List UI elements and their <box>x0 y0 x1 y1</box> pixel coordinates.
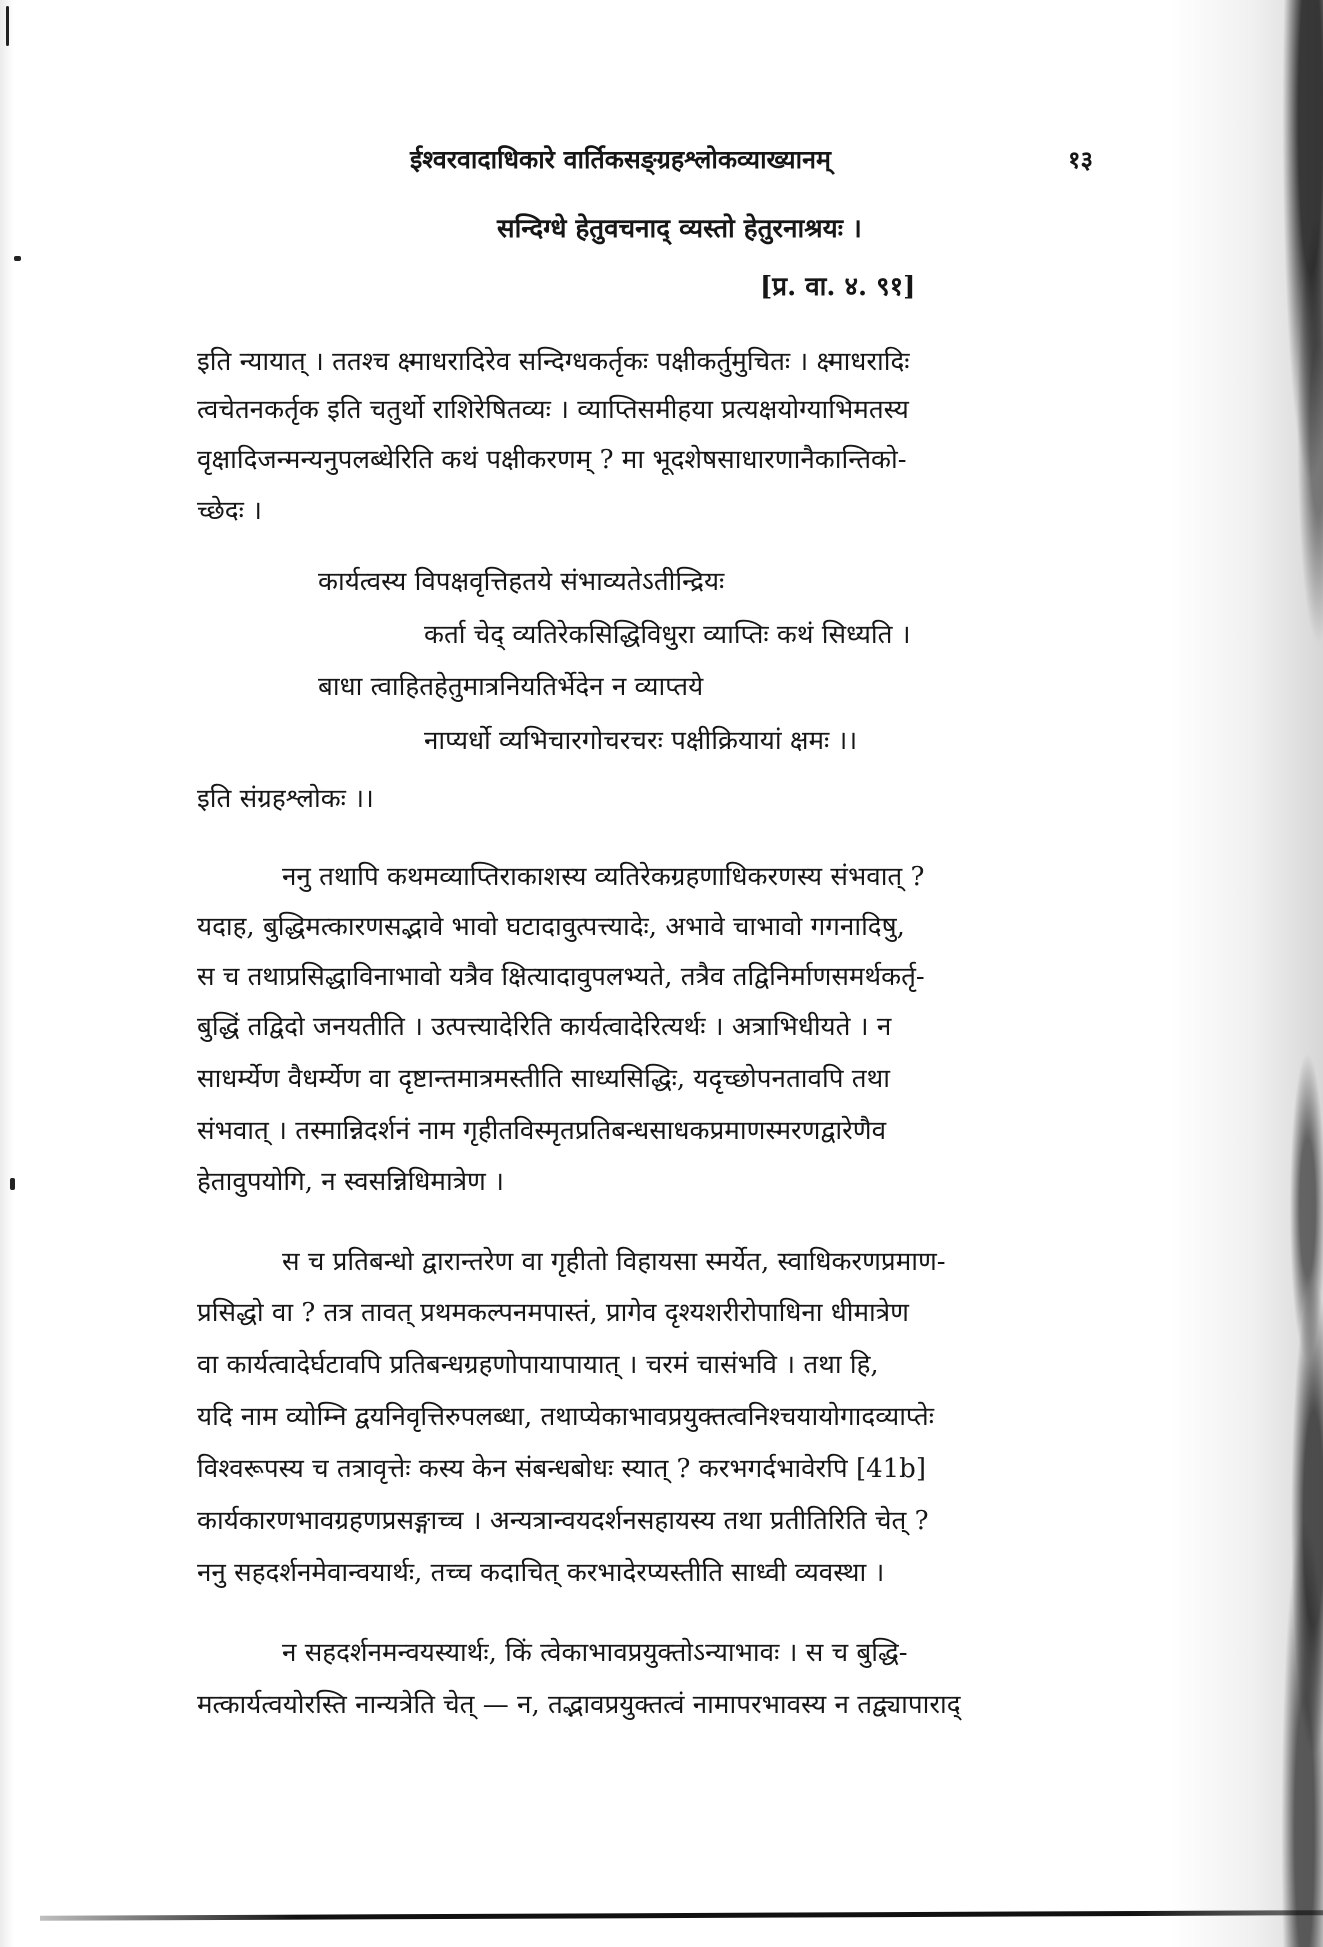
verse-label: इति संग्रहश्लोकः ।। <box>197 784 374 814</box>
para2-line: ननु तथापि कथमव्याप्तिराकाशस्य व्यतिरेकग्रहणाधिकरणस्य संभवात् ? <box>282 862 925 892</box>
para2-line: संभवात् । तस्मान्निदर्शनं नाम गृहीतविस्मृतप्रतिबन्धसाधकप्रमाणस्मरणद्वारेणैव <box>197 1116 887 1146</box>
para3-line: कार्यकारणभावग्रहणप्रसङ्गाच्च । अन्यत्रान्वयदर्शनसहायस्य तथा प्रतीतिरिति चेत् ? <box>197 1506 929 1536</box>
verse-line: नाप्यर्धो व्यभिचारगोचरचरः पक्षीक्रियायां क्षमः ।। <box>424 726 858 756</box>
para3-line: वा कार्यत्वादेर्घटावपि प्रतिबन्धग्रहणोपायापायात् । चरमं चासंभवि । तथा हि, <box>197 1350 879 1380</box>
verse-line: कार्यत्वस्य विपक्षवृत्तिहतये संभाव्यतेऽतीन्द्रियः <box>318 567 725 597</box>
quote-reference: [प्र. वा. ४. ९१] <box>760 272 916 302</box>
para2-line: साधर्म्येण वैधर्म्येण वा दृष्टान्तमात्रमस्तीति साध्यसिद्धिः, यदृच्छोपनतावपि तथा <box>197 1064 890 1094</box>
scan-damage-right <box>1168 0 1323 1947</box>
para3-line: प्रसिद्धो वा ? तत्र तावत् प्रथमकल्पनमपास्तं, प्रागेव दृश्यशरीरोपाधिना धीमात्रेण <box>197 1298 909 1328</box>
para3-line: ननु सहदर्शनमेवान्वयार्थः, तच्च कदाचित् करभादेरप्यस्तीति साध्वी व्यवस्था । <box>197 1558 885 1588</box>
para4-line: न सहदर्शनमन्वयस्यार्थः, किं त्वेकाभावप्रयुक्तोऽन्याभावः । स च बुद्धि- <box>282 1638 908 1668</box>
margin-speck <box>6 6 9 46</box>
para2-line: स च तथाप्रसिद्धाविनाभावो यत्रैव क्षित्यादावुपलभ्यते, तत्रैव तद्विनिर्माणसमर्थकर्तृ- <box>197 962 925 992</box>
para2-line: बुद्धिं तद्विदो जनयतीति । उत्पत्त्यादेरिति कार्यत्वादेरित्यर्थः । अत्राभिधीयते । न <box>197 1012 892 1042</box>
para1-line: त्वचेतनकर्तृक इति चतुर्थो राशिरेषितव्यः । व्याप्तिसमीहया प्रत्यक्षयोग्याभिमतस्य <box>197 395 909 425</box>
running-title: ईश्वरवादाधिकारे वार्तिकसङ्ग्रहश्लोकव्याख्यानम् <box>410 145 831 174</box>
para3-line: यदि नाम व्योम्नि द्वयनिवृत्तिरुपलब्धा, तथाप्येकाभावप्रयुक्तत्वनिश्चयायोगादव्याप्तेः <box>197 1402 935 1432</box>
para1-line: वृक्षादिजन्मन्यनुपलब्धेरिति कथं पक्षीकरणम् ? मा भूदशेषसाधारणानैकान्तिको- <box>197 445 907 475</box>
margin-speck <box>10 1178 15 1190</box>
para1-line: च्छेदः । <box>197 496 262 526</box>
margin-speck <box>14 256 21 261</box>
page-number: १३ <box>1068 145 1093 174</box>
para1-line: इति न्यायात् । ततश्च क्ष्माधरादिरेव सन्दिग्धकर्तृकः पक्षीकर्तुमुचितः । क्ष्माधरादिः <box>197 347 910 377</box>
scan-shadow-left <box>0 0 14 1947</box>
para2-line: हेतावुपयोगि, न स्वसन्निधिमात्रेण । <box>197 1167 504 1197</box>
verse-line: बाधा त्वाहितहेतुमात्रनियतिर्भेदेन न व्याप्तये <box>318 672 704 702</box>
verse-line: कर्ता चेद् व्यतिरेकसिद्धिविधुरा व्याप्तिः कथं सिध्यति । <box>424 620 911 650</box>
para4-line: मत्कार्यत्वयोरस्ति नान्यत्रेति चेत् — न, तद्भावप्रयुक्तत्वं नामापरभावस्य न तद्व्यापाराद् <box>197 1690 961 1720</box>
para3-line: स च प्रतिबन्धो द्वारान्तरेण वा गृहीतो विहायसा स्मर्येत, स्वाधिकरणप्रमाण- <box>282 1247 946 1277</box>
para3-line: विश्वरूपस्य च तत्रावृत्तेः कस्य केन संबन्धबोधः स्यात् ? करभगर्दभावेरपि [41b] <box>197 1454 926 1484</box>
page-bottom-edge <box>40 1910 1323 1921</box>
para2-line: यदाह, बुद्धिमत्कारणसद्भावे भावो घटादावुत्पत्त्यादेः, अभावे चाभावो गगनादिषु, <box>197 912 905 942</box>
quote-line: सन्दिग्धे हेतुवचनाद् व्यस्तो हेतुरनाश्रयः । <box>497 214 862 244</box>
